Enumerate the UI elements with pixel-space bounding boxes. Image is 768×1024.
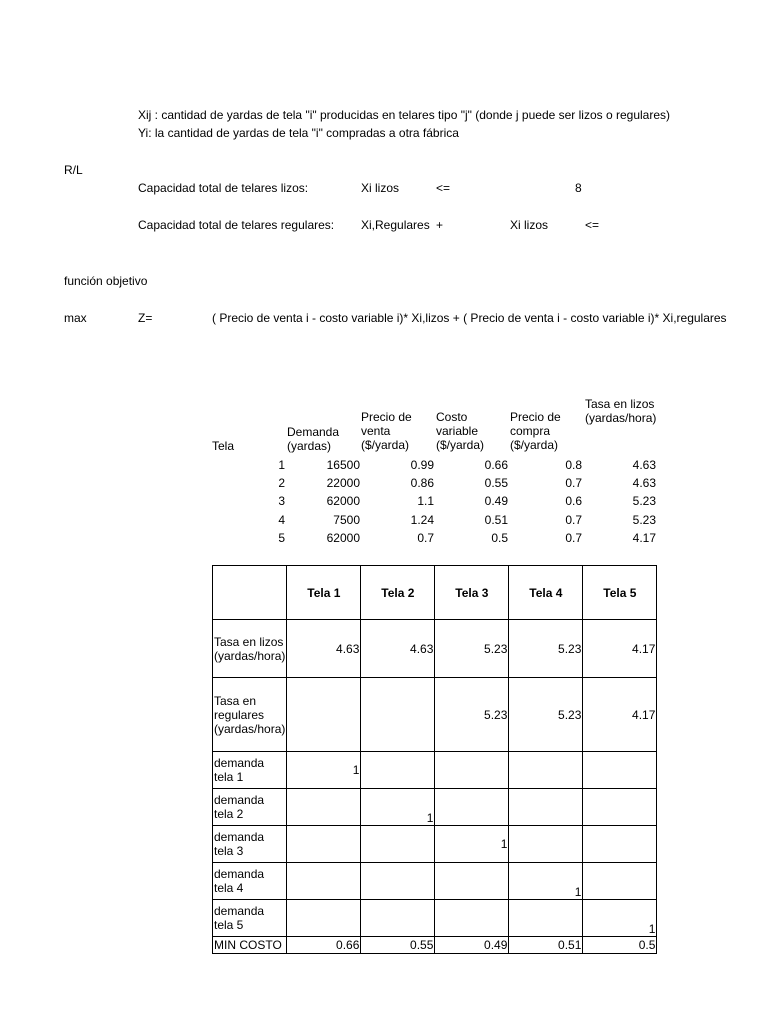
- row-1-tela: 1: [278, 458, 285, 472]
- grid-cell: [583, 826, 657, 863]
- row-4-demanda: 7500: [333, 513, 360, 527]
- grid-row-min-costo: [213, 937, 657, 954]
- row-2-tasa: 4.63: [632, 476, 656, 490]
- row-1-compra: 0.8: [565, 458, 582, 472]
- grid-cell: [509, 900, 583, 937]
- grid-cell: 4.63: [361, 620, 435, 678]
- row-4-compra: 0.7: [565, 513, 582, 527]
- row-5-precio-venta: 0.7: [417, 531, 434, 545]
- row-5-compra: 0.7: [565, 531, 582, 545]
- restriction-lizos-op: <=: [436, 181, 451, 195]
- header-tasa-lizos: Tasa en lizos (yardas/hora): [585, 397, 657, 425]
- grid-cell: [287, 900, 361, 937]
- row-5-tasa: 4.17: [632, 531, 656, 545]
- grid-header-row: [213, 566, 657, 620]
- grid-header-tela-5: Tela 5: [583, 566, 657, 620]
- header-demanda: Demanda (yardas): [287, 425, 340, 453]
- definition-xij: Xij : cantidad de yardas de tela "i" producidas en telares tipo "j" (donde j puede ser lizos o regulares): [138, 108, 671, 122]
- row-1-tasa: 4.63: [632, 458, 656, 472]
- row-2-demanda: 22000: [326, 476, 360, 490]
- grid-row-tasa-regulares: [213, 678, 657, 752]
- row-2-tela: 2: [278, 476, 285, 490]
- grid-cell: [583, 789, 657, 826]
- grid-cell: [435, 863, 509, 900]
- row-2-compra: 0.7: [565, 476, 582, 490]
- grid-row-label: MIN COSTO: [213, 937, 287, 954]
- row-3-costo: 0.49: [484, 494, 508, 508]
- row-2-precio-venta: 0.86: [410, 476, 434, 490]
- restriction-regulares-var2: Xi lizos: [510, 218, 549, 232]
- row-1-precio-venta: 0.99: [410, 458, 434, 472]
- header-costo-variable: Costo variable ($/yarda): [436, 410, 485, 452]
- grid-cell: 0.66: [287, 937, 361, 954]
- restriction-lizos-var: Xi lizos: [361, 181, 400, 195]
- grid-cell: [583, 752, 657, 789]
- row-2-costo: 0.55: [484, 476, 508, 490]
- grid-cell: [287, 826, 361, 863]
- grid-cell: 5.23: [509, 620, 583, 678]
- grid-cell: [361, 900, 435, 937]
- grid-cell: 0.51: [509, 937, 583, 954]
- objective-formula: ( Precio de venta i - costo variable i)* Xi,lizos + ( Precio de venta i - costo variable i)* Xi,regulares: [212, 311, 727, 325]
- row-3-demanda: 62000: [326, 494, 360, 508]
- grid-row-demanda-tela-3: [213, 826, 657, 863]
- grid-cell: [361, 826, 435, 863]
- grid-cell: 0.49: [435, 937, 509, 954]
- row-1-costo: 0.66: [484, 458, 508, 472]
- row-4-precio-venta: 1.24: [410, 513, 434, 527]
- row-1-demanda: 16500: [326, 458, 360, 472]
- grid-cell: [583, 863, 657, 900]
- grid-row-demanda-tela-2: [213, 789, 657, 826]
- grid-row-demanda-tela-4: [213, 863, 657, 900]
- restriction-regulares-var1: Xi,Regulares: [361, 218, 430, 232]
- row-3-tasa: 5.23: [632, 494, 656, 508]
- objective-z: Z=: [138, 311, 153, 325]
- restriction-lizos-value: 8: [575, 181, 582, 195]
- grid-cell: 4.17: [583, 678, 657, 752]
- grid-cell: [361, 752, 435, 789]
- grid-cell: 5.23: [435, 678, 509, 752]
- header-precio-venta: Precio de venta ($/yarda): [361, 410, 412, 452]
- row-3-tela: 3: [278, 494, 285, 508]
- row-3-compra: 0.6: [565, 494, 582, 508]
- grid-cell: [361, 863, 435, 900]
- row-4-tela: 4: [278, 513, 285, 527]
- row-5-tela: 5: [278, 531, 285, 545]
- grid-cell: [435, 752, 509, 789]
- header-tela: Tela: [212, 439, 235, 453]
- header-precio-compra: Precio de compra ($/yarda): [510, 410, 561, 452]
- grid-header-tela-4: Tela 4: [509, 566, 583, 620]
- grid-row-label: Tasa en regulares (yardas/hora): [213, 678, 287, 752]
- grid-row-label: demanda tela 3: [213, 826, 287, 863]
- row-3-precio-venta: 1.1: [417, 494, 434, 508]
- grid-header-tela-3: Tela 3: [435, 566, 509, 620]
- grid-header-tela-1: Tela 1: [287, 566, 361, 620]
- grid-cell: [361, 678, 435, 752]
- grid-row-demanda-tela-1: [213, 752, 657, 789]
- grid-corner-cell: [213, 566, 287, 620]
- grid-row-demanda-tela-5: [213, 900, 657, 937]
- grid-cell: 5.23: [435, 620, 509, 678]
- grid-row-tasa-lizos: [213, 620, 657, 678]
- grid-cell: 1: [435, 826, 509, 863]
- grid-row-label: demanda tela 4: [213, 863, 287, 900]
- restriction-regulares-op: <=: [585, 218, 600, 232]
- row-4-tasa: 5.23: [632, 513, 656, 527]
- grid-cell: [287, 678, 361, 752]
- grid-cell: [435, 900, 509, 937]
- grid-cell: [509, 752, 583, 789]
- row-5-demanda: 62000: [326, 531, 360, 545]
- definition-yi: Yi: la cantidad de yardas de tela "i" compradas a otra fábrica: [138, 126, 459, 140]
- grid-cell: 1: [361, 789, 435, 826]
- objective-max: max: [64, 311, 87, 325]
- grid-cell: 5.23: [509, 678, 583, 752]
- grid-cell: [287, 789, 361, 826]
- objective-label: función objetivo: [64, 274, 148, 288]
- grid-row-label: demanda tela 5: [213, 900, 287, 937]
- grid-header-tela-2: Tela 2: [361, 566, 435, 620]
- grid-cell: 1: [509, 863, 583, 900]
- cost-grid: [212, 565, 657, 954]
- grid-cell: [509, 826, 583, 863]
- grid-cell: 1: [287, 752, 361, 789]
- grid-cell: 4.63: [287, 620, 361, 678]
- restriction-regulares-text: Capacidad total de telares regulares:: [138, 218, 335, 232]
- restriction-regulares-plus: +: [436, 218, 444, 232]
- grid-row-label: Tasa en lizos (yardas/hora): [213, 620, 287, 678]
- grid-cell: [435, 789, 509, 826]
- restriction-lizos-text: Capacidad total de telares lizos:: [138, 181, 309, 195]
- grid-row-label: demanda tela 2: [213, 789, 287, 826]
- grid-cell: 1: [583, 900, 657, 937]
- grid-cell: [509, 789, 583, 826]
- restrictions-label: R/L: [64, 163, 83, 177]
- grid-cell: 0.55: [361, 937, 435, 954]
- row-4-costo: 0.51: [484, 513, 508, 527]
- grid-row-label: demanda tela 1: [213, 752, 287, 789]
- grid-cell: 0.5: [583, 937, 657, 954]
- grid-cell: 4.17: [583, 620, 657, 678]
- grid-cell: [287, 863, 361, 900]
- row-5-costo: 0.5: [491, 531, 508, 545]
